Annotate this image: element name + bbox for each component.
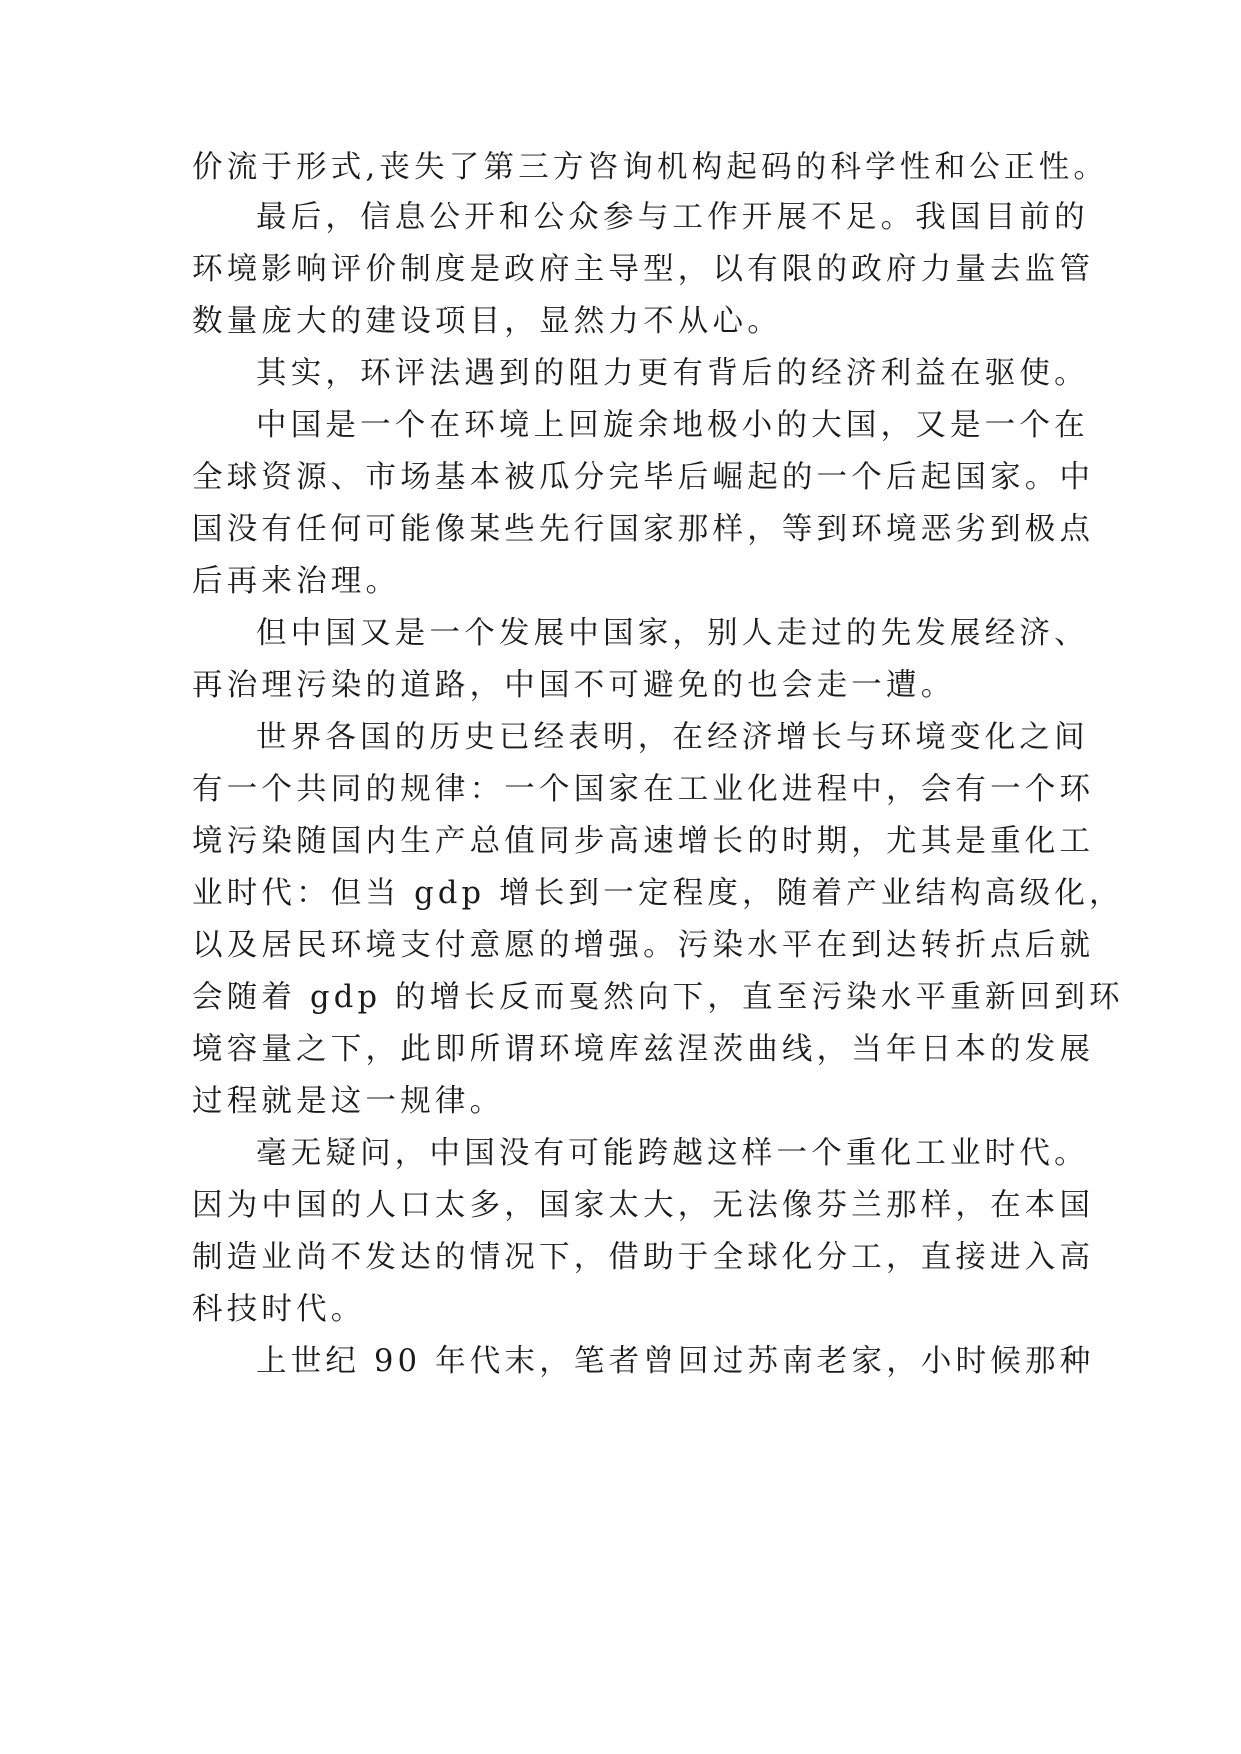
text-line-7: 全球资源、市场基本被瓜分完毕后崛起的一个后起国家。中 bbox=[192, 460, 1095, 495]
text-line-20: 毫无疑问，中国没有可能跨越这样一个重化工业时代。 bbox=[256, 1136, 1089, 1171]
text-line-8: 国没有任何可能像某些先行国家那样，等到环境恶劣到极点 bbox=[192, 512, 1095, 547]
text-line-2: 最后，信息公开和公众参与工作开展不足。我国目前的 bbox=[256, 200, 1089, 235]
text-line-6: 中国是一个在环境上回旋余地极小的大国，又是一个在 bbox=[256, 408, 1089, 443]
text-line-19: 过程就是这一规律。 bbox=[192, 1084, 505, 1119]
text-line-14: 境污染随国内生产总值同步高速增长的时期，尤其是重化工 bbox=[192, 824, 1095, 859]
text-line-3: 环境影响评价制度是政府主导型，以有限的政府力量去监管 bbox=[192, 252, 1095, 287]
text-line-15: 业时代：但当 gdp 增长到一定程度，随着产业结构高级化， bbox=[192, 876, 1124, 911]
text-line-24: 上世纪 90 年代末，笔者曾回过苏南老家，小时候那种 bbox=[256, 1344, 1095, 1379]
text-line-23: 科技时代。 bbox=[192, 1292, 366, 1327]
text-line-9: 后再来治理。 bbox=[192, 564, 401, 599]
text-line-4: 数量庞大的建设项目，显然力不从心。 bbox=[192, 304, 782, 339]
text-line-5: 其实，环评法遇到的阻力更有背后的经济利益在驱使。 bbox=[256, 356, 1089, 391]
text-line-10: 但中国又是一个发展中国家，别人走过的先发展经济、 bbox=[256, 616, 1089, 651]
text-line-22: 制造业尚不发达的情况下，借助于全球化分工，直接进入高 bbox=[192, 1240, 1095, 1275]
text-line-13: 有一个共同的规律：一个国家在工业化进程中，会有一个环 bbox=[192, 772, 1095, 807]
text-line-1: 价流于形式,丧失了第三方咨询机构起码的科学性和公正性。 bbox=[192, 150, 1109, 185]
text-line-18: 境容量之下，此即所谓环境库兹涅茨曲线，当年日本的发展 bbox=[192, 1032, 1095, 1067]
text-line-11: 再治理污染的道路，中国不可避免的也会走一遭。 bbox=[192, 668, 956, 703]
text-line-21: 因为中国的人口太多，国家太大，无法像芬兰那样，在本国 bbox=[192, 1188, 1095, 1223]
text-line-12: 世界各国的历史已经表明，在经济增长与环境变化之间 bbox=[256, 720, 1089, 755]
text-line-17: 会随着 gdp 的增长反而戛然向下，直至污染水平重新回到环 bbox=[192, 980, 1124, 1015]
text-line-16: 以及居民环境支付意愿的增强。污染水平在到达转折点后就 bbox=[192, 928, 1095, 963]
